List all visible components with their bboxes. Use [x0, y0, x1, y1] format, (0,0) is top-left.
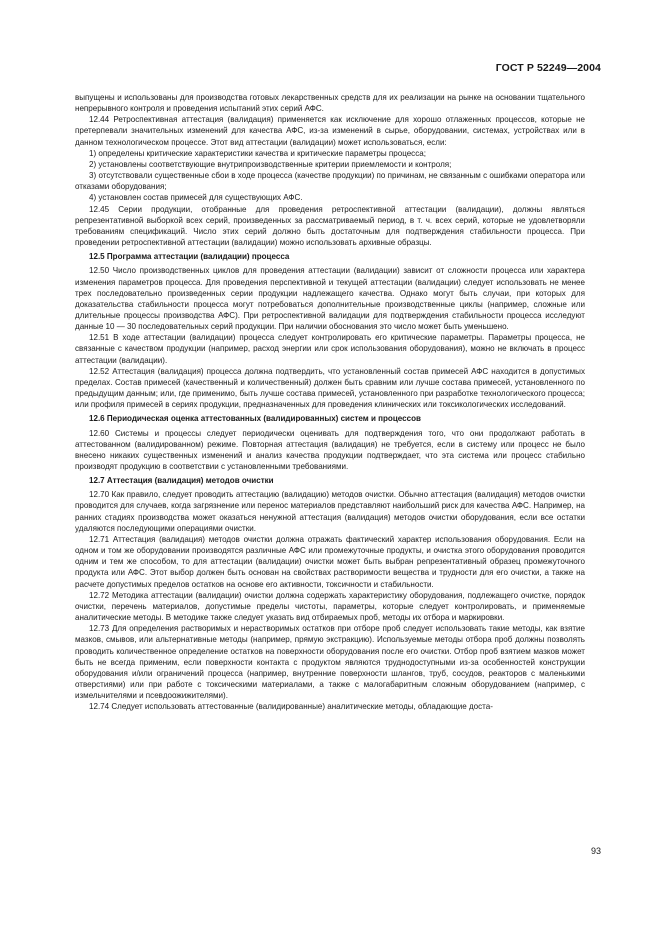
section-heading: 12.7 Аттестация (валидация) методов очистки [89, 476, 274, 486]
document-body [75, 92, 585, 712]
paragraph: 3) отсутствовали существенные сбои в ходе процесса (качестве продукции) по причинам, не связанным с ошибками оператора или отказами оборудования; [75, 171, 585, 192]
paragraph: 12.73 Для определения растворимых и нерастворимых остатков при отборе проб следует использовать такие методы, как взятие мазков, смывов, или альтернативные методы (например, прямую экстракцию). Используемые методы отбора проб должны позволять проводить количественное определение остатков на поверхности оборудования после его очистки. Отбор проб взятием мазков может быть не всегда применим, если поверхности контакта с продуктом являются труднодоступными из-за особенностей конструкции оборудования и/или ограничений процесса (например, внутренние поверхности шлангов, труб, сосудов, реакторов с маленькими отверстиями) или при работе с токсическими материалами, а также с малогабаритным сложным оборудованием (например, с измельчителями и псевдоожижителями). [75, 624, 585, 701]
paragraph: 12.60 Системы и процессы следует периодически оценивать для подтверждения того, что они продолжают работать в аттестованном (валидированном) режиме. Повторная аттестация (валидация) не требуется, если в систему или процесс не было внесено никаких существенных изменений и анализ качества продукции подтверждает, что эта система или процесс стабильно производят продукцию в соответствии с установленными требованиями. [75, 428, 585, 471]
page-number: 93 [590, 846, 601, 856]
document-header: ГОСТ Р 52249—2004 [495, 62, 601, 74]
paragraph: выпущены и использованы для производства готовых лекарственных средств для их реализации на рынке на основании тщательного непрерывного контроля и проведения испытаний этих серий АФС. [75, 93, 585, 114]
paragraph: 12.70 Как правило, следует проводить аттестацию (валидацию) методов очистки. Обычно аттестация (валидация) методов очистки проводится для случаев, когда загрязнение или перенос материалов представляют наибольший риск для качества АФС. Например, на ранних стадиях производства может оказаться ненужной аттестация (валидация) методов очистки оборудования, если все остатки удаляются последующими операциями очистки. [75, 490, 585, 533]
section-heading: 12.6 Периодическая оценка аттестованных (валидированных) систем и процессов [89, 414, 421, 424]
paragraph: 4) установлен состав примесей для существующих АФС. [89, 193, 303, 203]
paragraph: 12.52 Аттестация (валидация) процесса должна подтвердить, что установленный состав примесей АФС находится в допустимых пределах. Состав примесей (качественный и количественный) должен быть сравним или лучше состава примесей, установленного по предыдущим данным; или, где применимо, быть лучше состава примесей, установленного при разработке технологического процесса; или профиля примесей в сериях продукции, предназначенных для проведения клинических или токсикологических исследований. [75, 366, 585, 410]
section-heading: 12.5 Программа аттестации (валидации) процесса [89, 252, 290, 262]
paragraph: 12.51 В ходе аттестации (валидации) процесса следует контролировать его критические параметры. Параметры процесса, не связанные с качеством продукции (например, расход энергии или срок использования оборудования), можно не включать в процесс аттестации (валидации). [75, 333, 585, 365]
paragraph: 12.74 Следует использовать аттестованные (валидированные) аналитические методы, обладающие доста- [89, 702, 493, 712]
paragraph: 12.45 Серии продукции, отобранные для проведения ретроспективной аттестации (валидации), должны являться репрезентативной выборкой всех серий, произведенных за рассматриваемый период, в т. ч. всех серий, которые не удовлетворяли требованиям спецификаций. Число этих серий должно быть достаточным для подтверждения стабильности процесса. При проведении ретроспективной аттестации (валидации) можно использовать архивные образцы. [75, 204, 585, 248]
paragraph: 12.44 Ретроспективная аттестация (валидация) применяется как исключение для хорошо отлаженных процессов, которые не претерпевали значительных изменений для качества АФС, из-за изменений в сырье, оборудовании, системах, устройствах или в данном технологическом процессе. Этот вид аттестации (валидации) может использоваться, если: [75, 115, 585, 147]
paragraph: 1) определены критические характеристики качества и критические параметры процесса; [89, 148, 426, 158]
paragraph: 12.50 Число производственных циклов для проведения аттестации (валидации) зависит от сложности процесса или характера изменения параметров процесса. Для проведения перспективной и текущей аттестации (валидации) следует использовать не менее трех последовательно произведенных серии продукции надлежащего качества. Однако могут быть случаи, при которых для доказательства стабильности процесса могут потребоваться дополнительные производственные циклы (например, сложные или длительные процессы производства АФС). При ретроспективной валидации для подтверждения стабильности процесса исследуют данные 10 — 30 последовательных серий продукции. При наличии обоснования это число может быть уменьшено. [75, 266, 585, 332]
paragraph: 12.72 Методика аттестации (валидации) очистки должна содержать характеристику оборудования, подлежащего очистке, порядок очистки, перечень материалов, допустимые пределы чистоты, параметры, которые следует контролировать, и применяемые аналитические методы. В методике также следует указать вид отбираемых проб, методы их отбора и маркировки. [75, 590, 585, 623]
paragraph: 12.71 Аттестация (валидация) методов очистки должна отражать фактический характер использования оборудования. Если на одном и том же оборудовании производятся различные АФС или промежуточные продукты, и очистка этого оборудования проводится одним и тем же способом, то для аттестации (валидации) очистки может быть выбран репрезентативный образец промежуточного продукта или АФС. Этот выбор должен быть основан на свойствах растворимости вещества и трудности для его очистки, а также на расчете допустимых пределов остатков на основе его активности, токсичности и стабильности. [75, 534, 585, 589]
paragraph: 2) установлены соответствующие внутрипроизводственные критерии приемлемости и контроля; [89, 159, 452, 169]
